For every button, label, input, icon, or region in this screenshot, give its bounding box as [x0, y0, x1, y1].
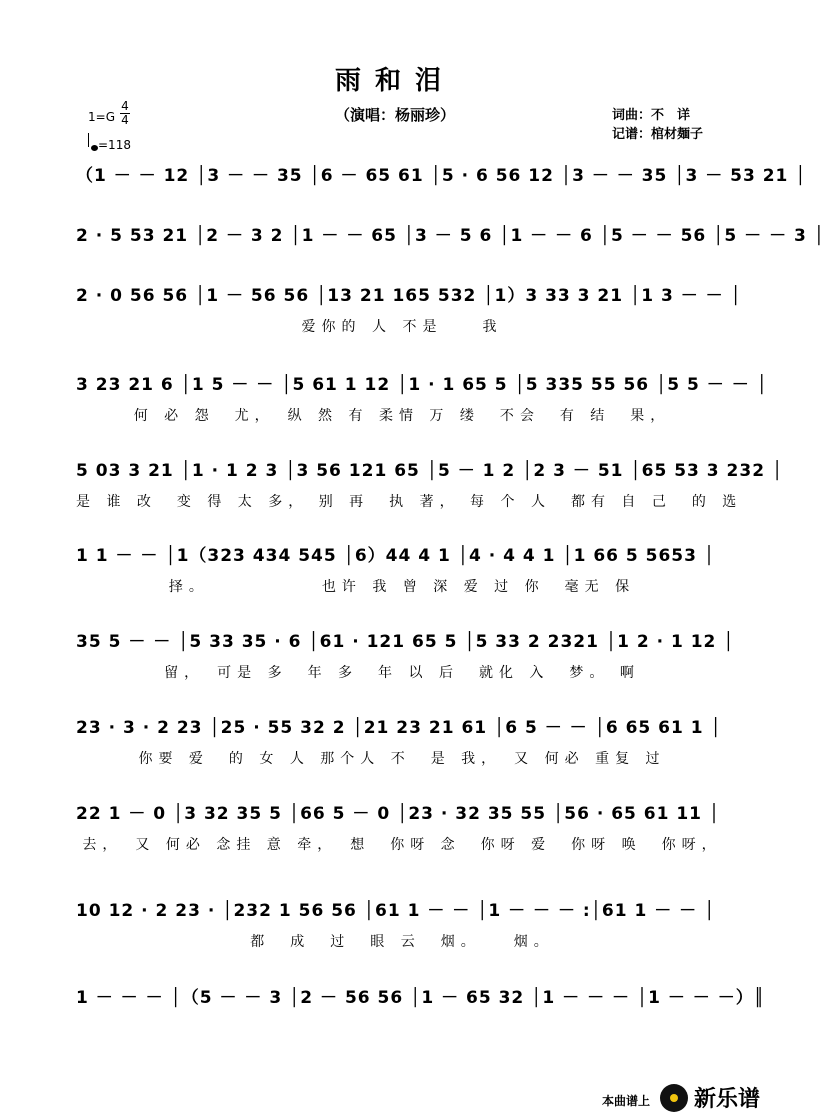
notation-line: 1 － － － │（5 － － 3 │2 － 56 56 │1 － 65 32 │1 － － － │1 － － －）║ [76, 987, 765, 1008]
song-title: 雨和泪 [334, 66, 455, 96]
notation-line: 3 23 21 6 │1 5 － － │5 61 1 12 │1 · 1 65 5 │5 335 55 56 │5 5 － － │ [76, 374, 768, 395]
notation-line: （1 － － 12 │3 － － 35 │6 － 65 61 │5 · 6 56 12 │3 － － 35 │3 － 53 21 │ [76, 165, 807, 186]
time-signature-bottom: 4 [121, 113, 129, 127]
time-signature-top: 4 [121, 99, 129, 113]
tempo-value: =118 [98, 138, 131, 152]
lyrics-line: 你要 爱 的 女 人 那个人 不 是 我， 又 何必 重复 过 [138, 751, 666, 767]
time-signature [120, 100, 130, 127]
notation-line: 22 1 － 0 │3 32 35 5 │66 5 － 0 │23 · 32 35 55 │56 · 65 61 11 │ [76, 803, 721, 824]
brand-logo[interactable] [660, 1082, 760, 1113]
performer-line: （演唱：杨丽珍） [334, 106, 455, 124]
credit-lyrics-music: 词曲：不 详 [612, 108, 691, 123]
lyrics-line: 择。 也许 我 曾 深 爱 过 你 毫无 保 [168, 579, 636, 595]
notation-line: 23 · 3 · 2 23 │25 · 55 32 2 │21 23 21 61 │6 5 － － │6 65 61 1 │ [76, 717, 722, 738]
lyrics-line: 是 谁 改 变 得 太 多， 别 再 执 著， 每 个 人 都有 自 己 的 选 [76, 494, 743, 510]
credit-transcriber: 记谱：棺材麺子 [612, 127, 704, 142]
credits [612, 106, 703, 144]
notation-line: 2 · 5 53 21 │2 － 3 2 │1 － － 65 │3 － 5 6 │1 － － 6 │5 － － 56 │5 － － 3 │ [76, 225, 825, 246]
record-disc-icon [660, 1084, 688, 1112]
lyrics-line: 去， 又 何必 念挂 意 牵， 想 你呀 念 你呀 爱 你呀 唤 你呀， [82, 837, 722, 853]
notation-line: 2 · 0 56 56 │1 － 56 56 │13 21 165 532 │1）3 33 3 21 │1 3 － － │ [76, 285, 742, 306]
notation-line: 35 5 － － │5 33 35 · 6 │61 · 121 65 5 │5 33 2 2321 │1 2 · 1 12 │ [76, 631, 735, 652]
brand-name: 新乐谱 [694, 1087, 761, 1112]
footer-text: 本曲谱上 [602, 1094, 651, 1108]
notation-line: 5 03 3 21 │1 · 1 2 3 │3 56 121 65 │5 － 1 2 │2 3 － 51 │65 53 3 232 │ [76, 460, 784, 481]
notation-line: 10 12 · 2 23 · │232 1 56 56 │61 1 － － │1 － － － :│61 1 － － │ [76, 900, 716, 921]
lyrics-line: 爱你的 人 不是 我 [301, 319, 503, 335]
quarter-note-icon [91, 145, 98, 151]
key-signature: 1=G [88, 110, 115, 124]
notation-line: 1 1 － － │1（323 434 545 │6）44 4 1 │4 · 4 4 1 │1 66 5 5653 │ [76, 545, 716, 566]
lyrics-line: 都 成 过 眼 云 烟。 烟。 [250, 934, 554, 950]
lyrics-line: 何 必 怨 尤， 纵 然 有 柔情 万 缕 不会 有 结 果， [133, 408, 671, 424]
lyrics-line: 留， 可是 多 年 多 年 以 后 就化 入 梦。 啊 [164, 665, 640, 681]
tempo-marking [88, 133, 131, 152]
